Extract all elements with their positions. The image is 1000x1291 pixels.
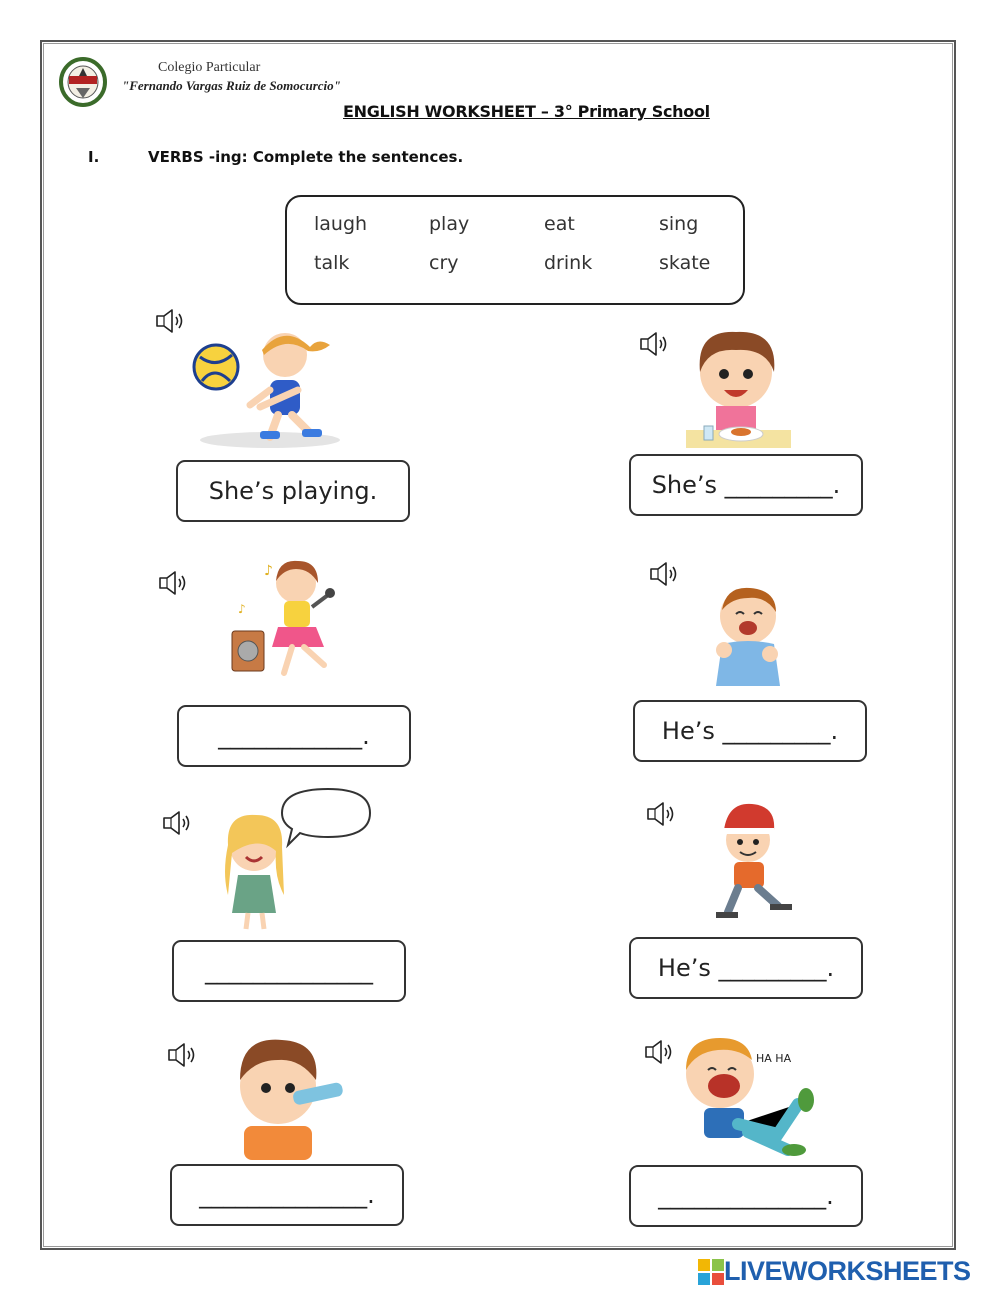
word-bank-word: laugh — [314, 213, 368, 235]
word-bank-word: sing — [659, 213, 699, 235]
word-bank-word: drink — [544, 252, 593, 274]
section-number: I. — [88, 148, 100, 166]
word-bank-word: eat — [544, 213, 575, 235]
word-bank-word: play — [429, 213, 470, 235]
svg-text:HA HA: HA HA — [756, 1052, 792, 1065]
school-crest-icon — [58, 56, 108, 108]
speaker-icon[interactable] — [643, 1039, 677, 1065]
girl-playing-volleyball-picture — [190, 325, 345, 450]
school-name: Colegio Particular — [158, 60, 261, 75]
svg-text:♪: ♪ — [264, 563, 273, 579]
boy-drinking-picture — [230, 1030, 345, 1160]
boy-laughing-picture — [678, 1034, 823, 1156]
answer-box[interactable]: She’s _________. — [629, 454, 863, 516]
speaker-icon[interactable] — [638, 331, 672, 357]
svg-text:♪: ♪ — [238, 602, 246, 616]
boy-skating-picture — [708, 800, 796, 928]
speaker-icon[interactable] — [166, 1042, 200, 1068]
answer-box[interactable]: She’s playing. — [176, 460, 410, 522]
answer-box[interactable]: ______________. — [629, 1165, 863, 1227]
word-bank-word: skate — [659, 252, 711, 274]
answer-box[interactable]: He’s _________. — [629, 937, 863, 999]
answer-box[interactable]: ______________ — [172, 940, 406, 1002]
word-bank-word: cry — [429, 252, 459, 274]
answer-box[interactable]: ______________. — [170, 1164, 404, 1226]
speaker-icon[interactable] — [161, 810, 195, 836]
speaker-icon[interactable] — [645, 801, 679, 827]
liveworksheets-brand: LIVEWORKSHEETS — [724, 1256, 971, 1286]
liveworksheets-logo-icon — [698, 1259, 724, 1285]
speaker-icon[interactable] — [648, 561, 682, 587]
girl-singing-picture — [228, 555, 353, 680]
section-instruction: VERBS -ing: Complete the sentences. — [148, 148, 464, 166]
liveworksheets-logo[interactable] — [698, 1256, 971, 1287]
baby-crying-picture — [706, 582, 791, 694]
girl-eating-picture — [686, 322, 791, 450]
speaker-icon[interactable] — [154, 308, 188, 334]
girl-talking-picture — [218, 785, 374, 933]
word-bank — [285, 195, 745, 305]
word-bank-word: talk — [314, 252, 350, 274]
answer-box[interactable]: ____________. — [177, 705, 411, 767]
worksheet-title: ENGLISH WORKSHEET – 3° Primary School — [343, 102, 710, 121]
speaker-icon[interactable] — [157, 570, 191, 596]
school-full-name: "Fernando Vargas Ruiz de Somocurcio" — [122, 78, 341, 93]
answer-box[interactable]: He’s _________. — [633, 700, 867, 762]
